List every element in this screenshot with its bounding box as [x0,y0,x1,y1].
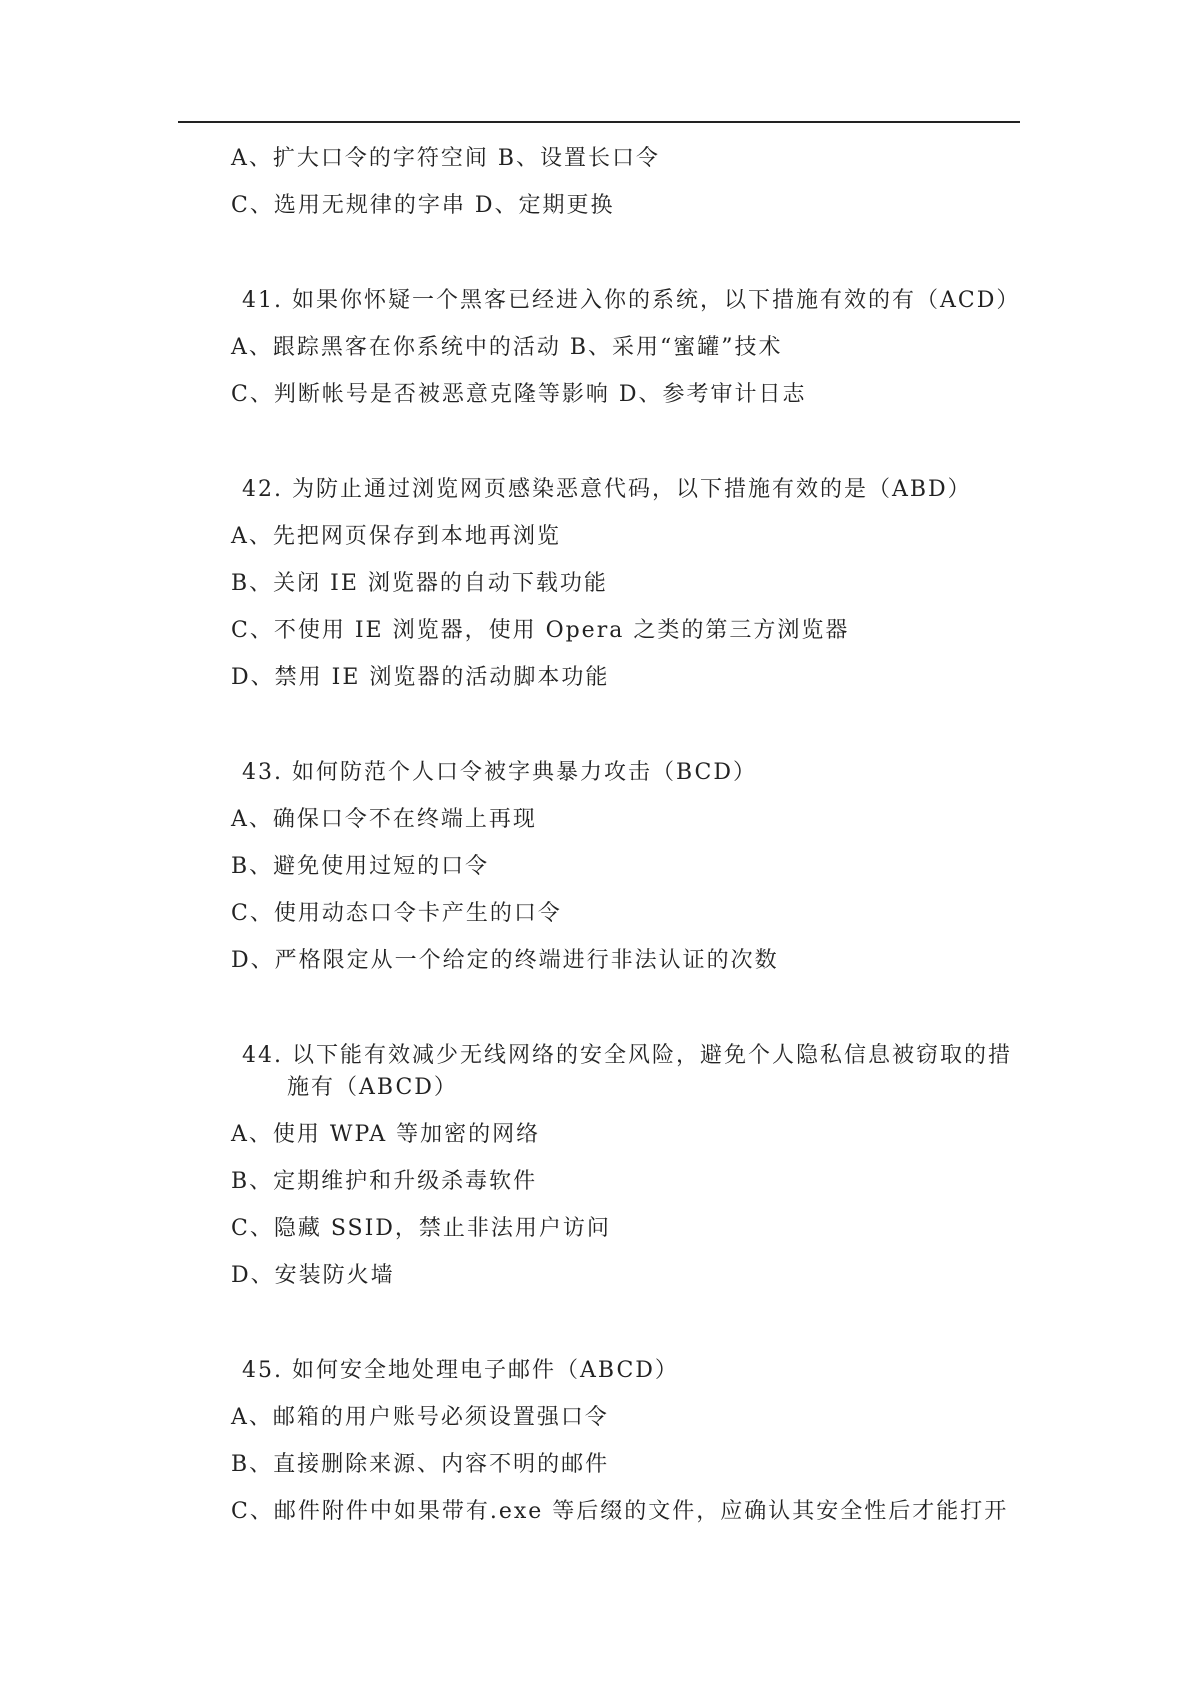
option-41-c-d: C、判断帐号是否被恶意克隆等影响 D、参考审计日志 [231,382,807,407]
question-44: 44. 以下能有效减少无线网络的安全风险，避免个人隐私信息被窃取的措 [242,1043,1012,1068]
option-42-b: B、关闭 IE 浏览器的自动下载功能 [231,571,608,596]
option-43-a: A、确保口令不在终端上再现 [231,807,537,832]
option-44-d: D、安装防火墙 [231,1263,395,1288]
question-45: 45. 如何安全地处理电子邮件（ABCD） [242,1358,679,1383]
header-rule [178,121,1020,123]
option-40-a-b: A、扩大口令的字符空间 B、设置长口令 [231,146,661,171]
option-43-d: D、严格限定从一个给定的终端进行非法认证的次数 [231,948,779,973]
option-44-a: A、使用 WPA 等加密的网络 [231,1122,541,1147]
question-43: 43. 如何防范个人口令被字典暴力攻击（BCD） [242,760,758,785]
option-44-c: C、隐藏 SSID，禁止非法用户访问 [231,1216,611,1241]
option-42-c: C、不使用 IE 浏览器，使用 Opera 之类的第三方浏览器 [231,618,850,643]
option-41-a-b: A、跟踪黑客在你系统中的活动 B、采用“蜜罐”技术 [231,335,783,360]
option-45-c: C、邮件附件中如果带有.exe 等后缀的文件，应确认其安全性后才能打开 [231,1499,1009,1524]
option-45-b: B、直接删除来源、内容不明的邮件 [231,1452,610,1477]
question-42: 42. 为防止通过浏览网页感染恶意代码，以下措施有效的是（ABD） [242,477,972,502]
question-44-continuation: 施有（ABCD） [287,1075,458,1100]
option-43-b: B、避免使用过短的口令 [231,854,490,879]
option-40-c-d: C、选用无规律的字串 D、定期更换 [231,193,615,218]
option-43-c: C、使用动态口令卡产生的口令 [231,901,562,926]
option-44-b: B、定期维护和升级杀毒软件 [231,1169,538,1194]
question-41: 41. 如果你怀疑一个黑客已经进入你的系统，以下措施有效的有（ACD） [242,288,1021,313]
option-42-a: A、先把网页保存到本地再浏览 [231,524,561,549]
option-45-a: A、邮箱的用户账号必须设置强口令 [231,1405,609,1430]
option-42-d: D、禁用 IE 浏览器的活动脚本功能 [231,665,610,690]
